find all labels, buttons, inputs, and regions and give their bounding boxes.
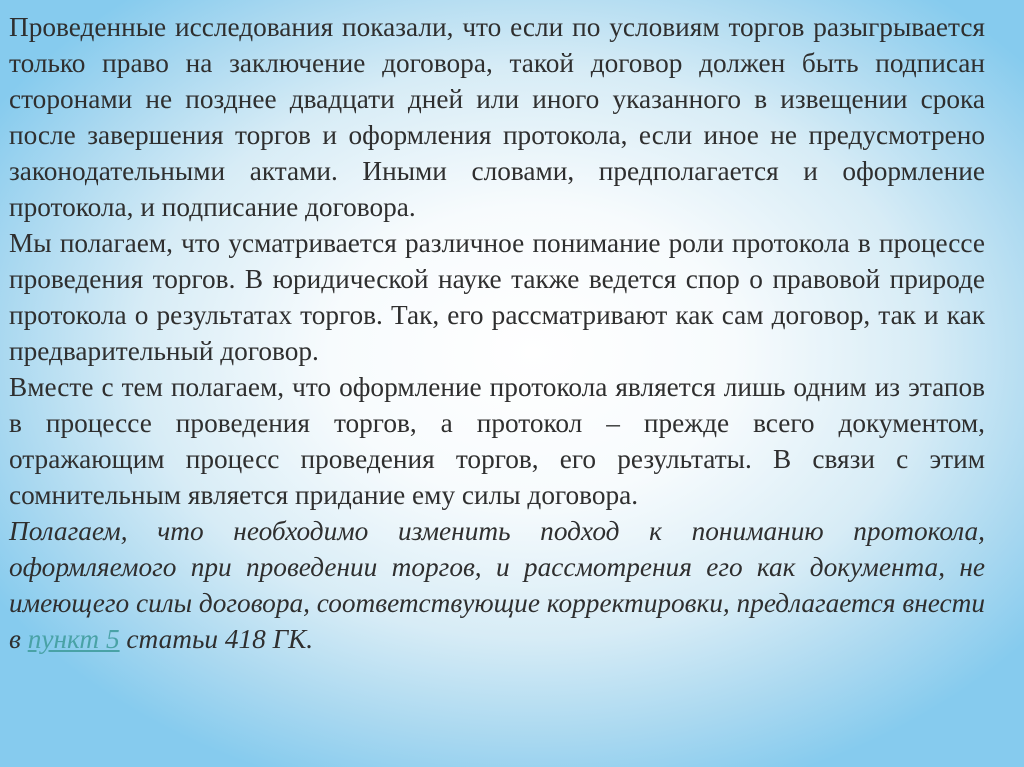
slide-text-block: [9, 9, 985, 657]
paragraph-protocol-stage: Вместе с тем полагаем, что оформление протокола является лишь одним из этапов в процессе проведения торгов, а протокол – прежде всего документом, отражающим процесс проведения торгов, его результаты. В связи с этим сомнительным является придание ему силы договора.: [9, 372, 985, 510]
conclusion-text: Полагаем, что необходимо изменить подход к пониманию протокола, оформляемого при проведении торгов, и рассмотрения его как документа, не имеющего силы договора, соответствующие корректировки, предлагается внести в: [9, 516, 985, 654]
paragraph-research-findings: Проведенные исследования показали, что если по условиям торгов разыгрывается только право на заключение договора, такой договор должен быть подписан сторонами не позднее двадцати дней или иного указанного в извещении срока после завершения торгов и оформления протокола, если иное не предусмотрено законодательными актами. Иными словами, предполагается и оформление протокола, и подписание договора.: [9, 12, 985, 222]
paragraph-protocol-role: Мы полагаем, что усматривается различное понимание роли протокола в процессе проведения торгов. В юридической науке также ведется спор о правовой природе протокола о результатах торгов. Так, его рассматривают как сам договор, так и как предварительный договор.: [9, 228, 985, 366]
conclusion-article-reference: статьи 418 ГК.: [119, 624, 314, 654]
paragraph-conclusion: [9, 513, 985, 657]
article-clause-link[interactable]: пункт 5: [27, 624, 120, 654]
